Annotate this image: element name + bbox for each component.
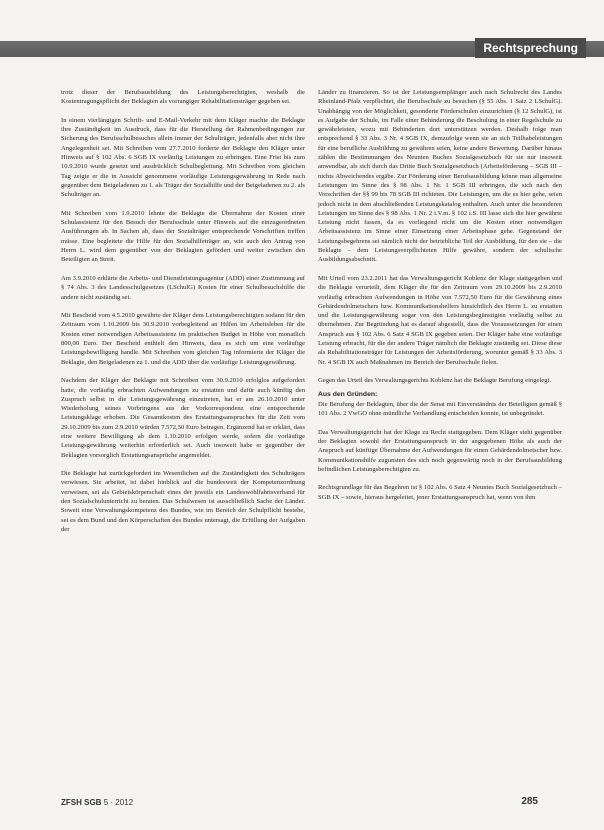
body-paragraph: Das Verwaltungsgericht hat der Klage zu Recht stattgegeben. Dem Kläger steht gegenüber der Beklagten sowohl der Erstattungsanspruch in der angegebenen Höhe als auch der Anspruch auf künftige Übernahme der Aufwendungen für einen Gebärdendolmetscher bzw. Kommunikationshilfe zugunsten des sich noch gegenwärtig noch in der Berufsausbildung befindlichen Leistungsberechtigten zu.: [318, 428, 562, 473]
issue-number: 5 · 2012: [103, 798, 134, 807]
body-paragraph: trotz dieser der Berufsausbildung des Leistungsberechtigten, weshalb die Kostentragungspflicht der Beklagten als vorrangiger Rehabilitationsträger gegeben sei.: [61, 89, 305, 106]
right-column: [318, 88, 562, 511]
body-paragraph: Rechtsgrundlage für das Begehren ist § 102 Abs. 6 Satz 4 Neuntes Buch Sozialgesetzbuch – SGB IX – sowie, hieraus hergeleitet, jener Erstattungsanspruch hat, wenn von ihm: [318, 484, 562, 501]
body-paragraph: Gegen das Urteil des Verwaltungsgerichts Koblenz hat die Beklagte Berufung eingelegt.: [318, 377, 551, 385]
page-number: 285: [521, 796, 538, 807]
body-paragraph: Mit Urteil vom 23.2.2011 hat das Verwaltungsgericht Koblenz der Klage stattgegeben und die Beklagte verurteilt, dem Kläger die für den Zeitraum vom 29.10.2009 bis 2.9.2010 vorläufig erbrachten Aufwendungen in Höhe von 7.572,50 Euro für die Gewährung eines Gebärdendolmetschers bzw. Kommunikationshelfers hinsichtlich des Herrn L. zu erstatten und die Leistungsgewährung sogar von den Leistungsbegünstigten vorläufig selbst zu übernehmen. Zur Begründung hat es darauf abgestellt, dass die Voraussetzungen für einen Anspruch aus § 102 Abs. 6 Satz 4 SGB IX gegeben seien. Der Kläger habe eine vorläufige Leistung erbracht, für die der andere Träger nämlich die Beklagte zuständig sei. Diese diese als Rehabilitationsträger für Leistungen der Arbeitsförderung, worunter gemäß § 33 Abs. 3 Nr. 4 SGB IX auch Maßnahmen im Bereich der Berufsschule fielen.: [318, 274, 562, 366]
body-paragraph: In einem vierlängigen Schrift- und E-Mail-Verkehr mit dem Kläger machte die Beklagte ihre Zuständigkeit im Ausdruck, dass für die Herstellung der Rahmenbedingungen zur Sicherung des Berufsschulbesuches allein immer der Schulträger, jedenfalls aber nicht ihre Angelegenheit sei. Mit Schreiben vom 27.7.2010 forderte der Beklagte den Kläger unter Hinweis auf § 102 Abs. 6 SGB IX vorläufig Leistungen zu erbringen. Eine Frist bis zum 10.9.2010 wurde gesetzt und ausdrücklich Schulbegleitung. Mit Schreiben vom gleichen Tag zeigte er die in Aussicht genommene vorläufige Leistungsgewährung in Rede nach gegenüber dem Beigeladenen zu 1. als Träger der Sozialhilfe und der Beigeladenen zu 2. als Schulträger an.: [61, 116, 305, 199]
left-column: [61, 88, 305, 544]
body-paragraph: Am 3.9.2010 erklärte die Arbeits- und Dienstleistungsagentur (ADD) einer Zustimmung auf § 74 Abs. 3 des Landesschulgesetzes (LSchulG) Kosten für einer Schulbesuchshilfe die andere nicht zuständig sei.: [61, 274, 305, 301]
body-paragraph: Die Beklagte hat zurückgefordert im Wesentlichen auf die Zuständigkeit des Schulträgers verwiesen. Sie arbeitet, ist dabei hinblick auf die bundesweit der Kompetenzordnung verweisen, sei als Gebietskörperschaft eines der jeweils ein Landeswohlfahrtsverband für den Sozialschulunterricht zu beraten. Das Schulwesen ist ausschließlich Sache der Länder. Soweit eine Verwaltungskompetenz des Bundes, wie im Bereich der Schulpflicht bestehe, sei es dem Bund und den Körperschaften des Bundes untersagt, die Erfüllung der Aufgaben der: [61, 470, 305, 533]
body-paragraph: Länder zu finanzieren. So ist der Leistungsempfänger auch nach Schulrecht des Landes Rheinland-Pfalz verpflichtet, die Berufsschule zu besuchen (§ 55 Abs. 1 Satz 2 LSchulG). Unabhängig von der Möglichkeit, gesonderte Förderschulen einzurichten (§ 12 SchulG), ist es Aufgabe der Schule, im Falle einer Behinderung die Beschulung in einer Regelschule zu gewährleisten, wozu mit Behinderten dort unterstützen werden. Deshalb folge man entsprechend § 33 Abs. 3 Nr. 4 SGB IX, demzufolge wenn sie an sich Teilhabeleistungen für eine berufliche Ausbildung zu gewähren seien, keine andere Bewertung. Darüber hinaus zählen die Bestimmungen des Neunten Buches Sozialgesetzbuch für sie nur insoweit anwendbar, als sich durch das Dritte Buch Sozialgesetzbuch (Arbeitsförderung – SGB III – nichts Abweichendes ergäbe. Zur Förderung einer Berufsausbildung könne man allgemeine Leistungen im Sinne des § 98 Abs. 1 Nr. 1 SGB III erbringen, die sich nach den Vorschriften der §§ 99 bis 78 SGB III richteten. Die Leistungen, um die es hier gehe, seien jedoch nicht in dem abschließenden Leistungskatalog enthalten. Auch unter die besonderen Leistungen im Sinne des § 98 Abs. 1 Nr. 2 i.V.m. § 102 i.S. III lasse sich die hier gewährte Leistung nicht fassen, da es vorliegend nicht um die Kosten einer notwendigen Arbeitsassistenz im Sinne einer Einsetzung einer Arbeitsphase gehe. Gegenstand der Leistungsbegehrens sei nämlich nicht der betriebliche Teil der Ausbildung, für den sie – die Beklagte – dem Leistungsverpflichteten Hilfe gewähre, sondern der schulische Ausbildungsabschnitt.: [318, 89, 562, 264]
body-paragraph: Nachdem der Kläger der Beklagte mit Schreiben vom 30.9.2010 erfolglos aufgefordert hatte, die vorläufig erbrachten Aufwendungen zu erstatten und dafür auch künftig den Zuspruch selbst in die Leistungsgewährung einzutreten, hat er am 26.10.2010 unter Wiederholung seines Vorbringens aus der Vorkorrespondenz eine entsprechende Leistungsklage erhoben. Die Gesamtkosten des Erstattungsanspruches für die Zeit vom 29.10.2009 bis zum 2.9.2010 würden 7.572,50 Euro betragen. Ergänzend hat er erklärt, dass eine weitere Bewilligung ab dem 1.10.2010 erfolgen werde, sofern die vorläufige Leistungsgewährung weiterhin erforderlich sei. Auch insoweit habe er gegenüber der Beklagten vorsorglich Erstattungsansprüche angemeldet.: [61, 377, 305, 459]
section-subheading: Aus den Gründen:: [318, 390, 378, 398]
body-paragraph: Mit Schreiben vom 1.9.2010 lehnte die Beklagte die Übernahme der Kosten einer Schulassistenz für den Besuch der Berufsschule unter Hinweis auf die einzugeordneten Ausführungen ab. In Sachen ab, dass der Sozialträger entsprechende Vorschriften treffen müsse. Eine begleitete die Hilfe für den Sozialhilfeträger an, wie auch den Antrag von Herrn L. wird dem gegenüber von der Beklagten gefördert und weiter zwischen den Beteiligten an Streit.: [61, 209, 305, 264]
footer-journal: [61, 798, 133, 807]
body-paragraph: Mit Bescheid vom 4.5.2010 gewährte der Kläger dem Leistungsberechtigten sodann für den Zeitraum vom 1.10.2009 bis 30.9.2010 vorbegleitend an Hilfen im Arbeitsleben für die Kosten einer notwendigen Arbeitsassistenz im praktischen Budget in Höhe von monatlich 800,00 Euro. Der Bescheid enthielt den Hinweis, dass es sich um eine vorläufige Leistungsbewilligung handle. Mit Schreiben vom gleichen Tag informierte der Kläger die Beklagte, den Beigeladenen zu 1. und die ADD über die vorläufige Leistungsgewährung.: [61, 312, 305, 366]
journal-name: ZFSH SGB: [61, 798, 102, 807]
section-title: Rechtsprechung: [475, 38, 586, 58]
body-paragraph: Die Berufung der Beklagten, über die der Senat mit Einverständnis der Beteiligten gemäß § 101 Abs. 2 VwGO ohne mündliche Verhandlung entscheiden konnte, ist unbegründet.: [318, 400, 562, 418]
